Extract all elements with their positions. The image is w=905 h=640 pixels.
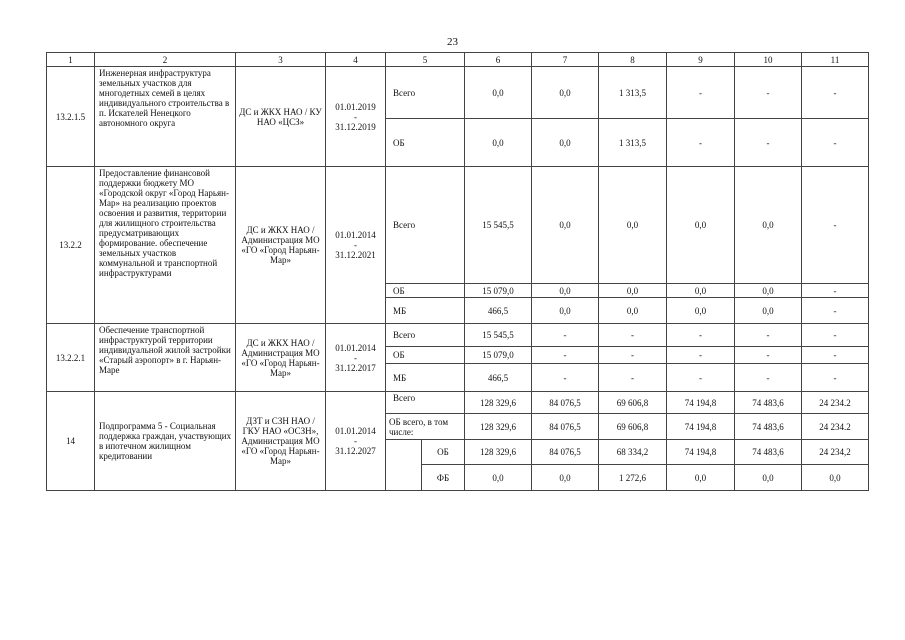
period-dash: - — [354, 352, 357, 363]
value-cell: - — [532, 324, 599, 347]
value-cell: 69 606,8 — [599, 414, 667, 440]
value-cell: 15 545,5 — [465, 167, 532, 284]
value-cell: 74 483,6 — [735, 440, 802, 465]
value-cell: - — [735, 324, 802, 347]
column-header: 2 — [95, 53, 236, 67]
value-cell: 84 076,5 — [532, 392, 599, 414]
value-cell: - — [802, 298, 869, 324]
value-cell: 84 076,5 — [532, 414, 599, 440]
row-period — [326, 67, 386, 167]
column-header: 5 — [386, 53, 465, 67]
value-cell: 1 313,5 — [599, 119, 667, 167]
funding-label: Всего — [386, 167, 465, 284]
value-cell: - — [667, 119, 735, 167]
value-cell: 466,5 — [465, 364, 532, 392]
value-cell: 0,0 — [802, 465, 869, 491]
value-cell: - — [667, 324, 735, 347]
value-cell: 24 234.2 — [802, 392, 869, 414]
value-cell: 0,0 — [465, 465, 532, 491]
row-period — [326, 167, 386, 324]
period-start: 01.01.2014 — [335, 230, 376, 240]
value-cell: 24 234,2 — [802, 440, 869, 465]
period-dash: - — [354, 111, 357, 122]
value-cell: 0,0 — [532, 167, 599, 284]
value-cell: 74 194,8 — [667, 440, 735, 465]
row-description: Подпрограмма 5 - Социальная поддержка граждан, участвующих в ипотечном жилищном кредитовании — [95, 392, 236, 491]
value-cell: 74 194,8 — [667, 392, 735, 414]
value-cell: - — [802, 324, 869, 347]
table-row — [47, 324, 869, 347]
value-cell: 74 194,8 — [667, 414, 735, 440]
period-end: 31.12.2027 — [335, 446, 376, 456]
value-cell: - — [735, 364, 802, 392]
value-cell: - — [735, 67, 802, 119]
row-period — [326, 324, 386, 392]
column-header: 9 — [667, 53, 735, 67]
row-description: Предоставление финансовой поддержки бюджету МО «Городской округ «Город Нарьян-Мар» на реализацию проектов освоения и развития, территории для жилищного строительства предусматривающих формирование. обеспечение земельных участков коммунальной и транспортной инфраструктурами — [95, 167, 236, 324]
row-code: 13.2.2 — [47, 167, 95, 324]
value-cell: 1 272,6 — [599, 465, 667, 491]
period-end: 31.12.2019 — [335, 121, 376, 132]
column-header: 6 — [465, 53, 532, 67]
value-cell: 0,0 — [667, 167, 735, 284]
value-cell: 15 079,0 — [465, 347, 532, 364]
funding-label: Всего — [386, 392, 465, 414]
row-period — [326, 392, 386, 491]
period-start: 01.01.2014 — [335, 426, 376, 436]
value-cell: - — [532, 364, 599, 392]
value-cell: 0,0 — [465, 67, 532, 119]
value-cell: 69 606,8 — [599, 392, 667, 414]
value-cell: 0,0 — [667, 298, 735, 324]
column-header: 8 — [599, 53, 667, 67]
period-start: 01.01.2014 — [335, 342, 376, 353]
value-cell: 1 313,5 — [599, 67, 667, 119]
value-cell: - — [667, 347, 735, 364]
value-cell: - — [667, 364, 735, 392]
period-start: 01.01.2019 — [335, 101, 376, 112]
row-code: 13.2.2.1 — [47, 324, 95, 392]
funding-label: ОБ — [422, 440, 465, 465]
spacer-cell — [386, 440, 422, 491]
value-cell: 0,0 — [532, 119, 599, 167]
row-description: Обеспечение транспортной инфраструктурой территории индивидуальной жилой застройки «Старый аэропорт» в г. Нарьян-Маре — [95, 324, 236, 392]
row-executor: ДС и ЖКХ НАО / Администрация МО «ГО «Город Нарьян-Мар» — [236, 324, 326, 392]
value-cell: 15 545,5 — [465, 324, 532, 347]
value-cell: 0,0 — [599, 298, 667, 324]
row-code: 14 — [47, 392, 95, 491]
value-cell: 128 329,6 — [465, 392, 532, 414]
funding-label: ФБ — [422, 465, 465, 491]
row-executor: ДЗТ и СЗН НАО / ГКУ НАО «ОСЗН», Администрация МО «ГО «Город Нарьян-Мар» — [236, 392, 326, 491]
period-end: 31.12.2017 — [335, 362, 376, 373]
value-cell: - — [599, 324, 667, 347]
value-cell: 0,0 — [532, 298, 599, 324]
value-cell: - — [735, 119, 802, 167]
value-cell: 0,0 — [735, 298, 802, 324]
period-dash: - — [354, 436, 357, 446]
column-header: 4 — [326, 53, 386, 67]
value-cell: 0,0 — [599, 284, 667, 298]
value-cell: - — [802, 347, 869, 364]
value-cell: 128 329,6 — [465, 440, 532, 465]
funding-label: МБ — [386, 298, 465, 324]
column-header: 11 — [802, 53, 869, 67]
period-dash: - — [354, 240, 357, 250]
value-cell: 0,0 — [465, 119, 532, 167]
value-cell: 24 234.2 — [802, 414, 869, 440]
value-cell: - — [802, 119, 869, 167]
budget-table — [46, 52, 869, 491]
column-header: 7 — [532, 53, 599, 67]
value-cell: 84 076,5 — [532, 440, 599, 465]
value-cell: 0,0 — [735, 465, 802, 491]
row-executor: ДС и ЖКХ НАО / Администрация МО «ГО «Город Нарьян-Мар» — [236, 167, 326, 324]
value-cell: 0,0 — [532, 465, 599, 491]
row-description: Инженерная инфраструктура земельных участков для многодетных семей в целях индивидуального строительства в п. Искателей Ненецкого автономного округа — [95, 67, 236, 167]
value-cell: - — [599, 364, 667, 392]
value-cell: 466,5 — [465, 298, 532, 324]
column-header: 1 — [47, 53, 95, 67]
value-cell: 128 329,6 — [465, 414, 532, 440]
value-cell: 0,0 — [599, 167, 667, 284]
table-row — [47, 167, 869, 284]
funding-label: ОБ — [386, 347, 465, 364]
funding-label: МБ — [386, 364, 465, 392]
funding-label: ОБ — [386, 119, 465, 167]
value-cell: 0,0 — [532, 284, 599, 298]
funding-label: ОБ всего, в том числе: — [386, 414, 465, 440]
column-header: 10 — [735, 53, 802, 67]
value-cell: - — [667, 67, 735, 119]
funding-label: ОБ — [386, 284, 465, 298]
table-row — [47, 392, 869, 414]
value-cell: 0,0 — [667, 284, 735, 298]
page-number: 23 — [447, 36, 458, 48]
row-executor: ДС и ЖКХ НАО / КУ НАО «ЦСЗ» — [236, 67, 326, 167]
header-row — [47, 53, 869, 67]
row-code: 13.2.1.5 — [47, 67, 95, 167]
value-cell: - — [532, 347, 599, 364]
value-cell: 0,0 — [532, 67, 599, 119]
value-cell: - — [599, 347, 667, 364]
period-end: 31.12.2021 — [335, 250, 376, 260]
value-cell: - — [802, 167, 869, 284]
funding-label: Всего — [386, 324, 465, 347]
value-cell: 74 483,6 — [735, 414, 802, 440]
value-cell: 15 079,0 — [465, 284, 532, 298]
value-cell: 68 334,2 — [599, 440, 667, 465]
funding-label: Всего — [386, 67, 465, 119]
value-cell: 0,0 — [667, 465, 735, 491]
value-cell: - — [802, 364, 869, 392]
table-row — [47, 67, 869, 119]
value-cell: 0,0 — [735, 167, 802, 284]
value-cell: 0,0 — [735, 284, 802, 298]
column-header: 3 — [236, 53, 326, 67]
value-cell: - — [802, 284, 869, 298]
value-cell: - — [735, 347, 802, 364]
value-cell: 74 483,6 — [735, 392, 802, 414]
value-cell: - — [802, 67, 869, 119]
